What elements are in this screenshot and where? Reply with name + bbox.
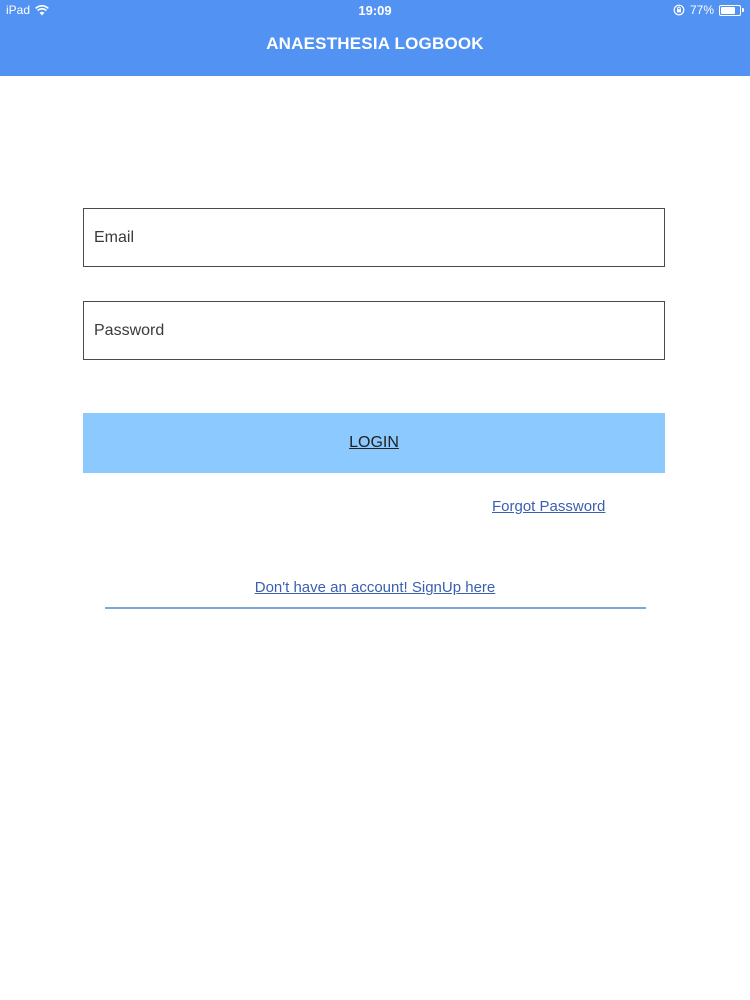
password-input[interactable] xyxy=(84,302,664,359)
lock-rotation-icon xyxy=(673,4,685,16)
email-input[interactable] xyxy=(84,209,664,266)
forgot-password-link[interactable]: Forgot Password xyxy=(492,498,606,515)
login-button[interactable]: LOGIN xyxy=(83,413,665,473)
signup-divider xyxy=(105,607,646,609)
battery-percent: 77% xyxy=(689,3,714,17)
status-time: 19:09 xyxy=(358,3,392,18)
battery-icon xyxy=(719,5,744,16)
battery-body xyxy=(719,5,741,16)
battery-fill xyxy=(721,7,735,14)
battery-nub xyxy=(742,8,744,12)
app-title: ANAESTHESIA LOGBOOK xyxy=(266,34,484,53)
email-field-container xyxy=(83,208,665,267)
device-name: iPad xyxy=(6,3,31,17)
status-right xyxy=(673,3,744,17)
signup-link[interactable]: Don't have an account! SignUp here xyxy=(254,579,496,596)
status-bar xyxy=(0,0,750,22)
password-field-container xyxy=(83,301,665,360)
app-header xyxy=(0,0,750,76)
signup-link-container xyxy=(0,579,750,596)
